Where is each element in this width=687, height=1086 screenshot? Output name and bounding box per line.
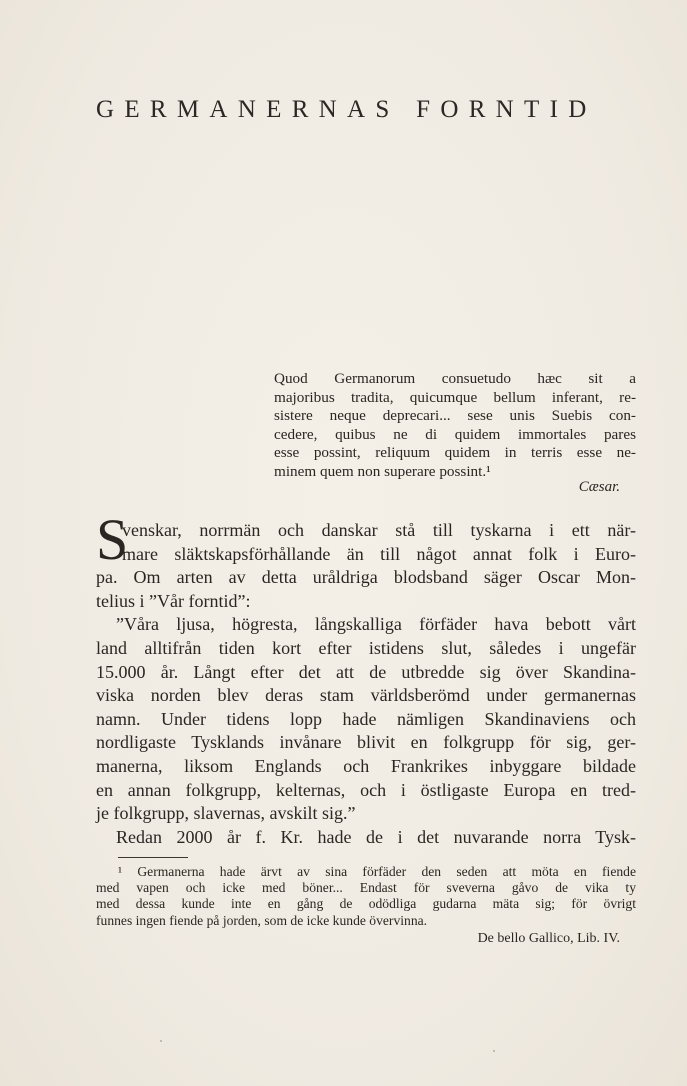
body-text: [96, 519, 636, 849]
body-line: manerna, liksom Englands och Frankrikes inbyggare bildade: [96, 755, 636, 776]
footnote-line: ¹ Germanerna hade ärvt av sina förfäder den seden att möta en fiende: [118, 864, 636, 879]
body-line: 15.000 år. Långt efter det att de utbredde sig över Skandina-: [96, 661, 636, 682]
epigraph-line: sistere neque deprecari... sese unis Suebis con-: [274, 407, 636, 425]
footnote-rule: [118, 857, 188, 858]
footnote-line: funnes ingen fiende på jorden, som de icke kunde övervinna.: [96, 912, 428, 928]
body-line: land alltifrån tiden kort efter istidens slut, således i ungefär: [96, 637, 636, 658]
body-line: pa. Om arten av detta uråldriga blodsband säger Oscar Mon-: [96, 567, 636, 588]
running-head: GERMANERNAS FORNTID: [96, 96, 597, 123]
body-line: viska norden blev deras stam världsberömd under germanernas: [96, 685, 636, 706]
body-line: en annan folkgrupp, kelternas, och i östligaste Europa en tred-: [96, 779, 636, 800]
body-line: je folkgrupp, slavernas, avskilt sig.”: [96, 803, 356, 824]
body-line: namn. Under tidens lopp hade nämligen Skandinaviens och: [96, 708, 636, 729]
epigraph-line: esse possint, reliquum quidem in terris esse ne-: [274, 444, 636, 462]
paper-speck: [160, 1040, 162, 1042]
body-line: nordligaste Tysklands invånare blivit en folkgrupp för sig, ger-: [96, 732, 636, 753]
body-line: Redan 2000 år f. Kr. hade de i det nuvarande norra Tysk-: [116, 826, 636, 847]
footnote-line: med vapen och icke med böner... Endast för sveverna gåvo de vika ty: [96, 880, 636, 896]
body-line: venskar, norrmän och danskar stå till tyskarna i ett när-: [122, 520, 636, 540]
epigraph-author: Cæsar.: [578, 479, 620, 495]
paper-speck: [493, 1050, 495, 1052]
body-line: ”Våra ljusa, högresta, långskalliga förfäder hava bebott vårt: [116, 614, 636, 635]
epigraph-line: minem quem non superare possint.¹: [274, 462, 491, 480]
epigraph-line: cedere, quibus ne di quidem immortales pares: [274, 425, 636, 443]
epigraph-line: Quod Germanorum consuetudo hæc sit a: [274, 370, 636, 387]
footnote-line: med dessa kunde inte en gång de odödliga gudarna mäta sig; för övrigt: [96, 896, 636, 912]
body-line: telius i ”Vår forntid”:: [96, 590, 251, 611]
footnote-source: De bello Gallico, Lib. IV.: [477, 931, 620, 946]
footnote: [96, 864, 636, 929]
epigraph-line: majoribus tradita, quicumque bellum inferant, re-: [274, 388, 636, 406]
body-line: mare släktskapsförhållande än till något annat folk i Euro-: [122, 543, 636, 564]
drop-cap: S: [96, 507, 129, 572]
epigraph: [274, 370, 636, 482]
